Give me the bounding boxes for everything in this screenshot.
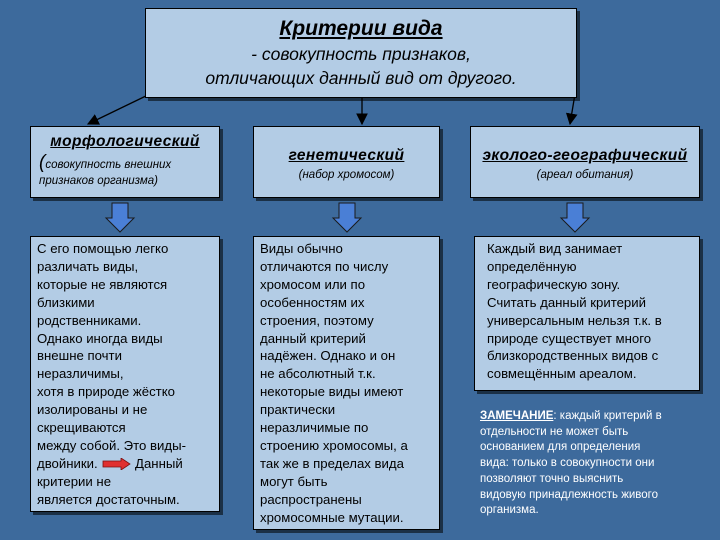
criterion-morphological	[30, 126, 220, 198]
criterion-note-line1: совокупность внешних	[45, 159, 172, 171]
arrow-to-eco-geographic	[570, 94, 575, 124]
desc-line: совмещённым ареалом.	[487, 366, 637, 382]
criterion-eco-geographic	[470, 126, 700, 198]
description-morphological	[30, 236, 220, 512]
desc-line: распространены	[260, 491, 362, 507]
remark-line: : каждый критерий в	[553, 410, 662, 422]
description-genetic	[253, 236, 440, 530]
desc-line: Однако иногда виды	[37, 330, 163, 346]
criterion-note: (набор хромосом)	[298, 169, 395, 181]
desc-line: Считать данный критерий	[487, 294, 646, 310]
desc-line: строения, поэтому	[260, 312, 374, 328]
desc-line: особенностям их	[260, 294, 365, 310]
desc-line: отличаются по числу	[260, 258, 389, 274]
remark-line: организма.	[480, 504, 539, 517]
remark-line: отдельности не может быть	[480, 425, 629, 438]
criterion-note-paren: (	[39, 152, 46, 173]
criterion-name: эколого-географический	[482, 147, 688, 164]
down-arrow-2	[333, 203, 361, 232]
desc-line: некоторые виды имеют	[260, 384, 404, 400]
criterion-note-line2: признаков организма)	[39, 175, 158, 187]
desc-line: хромосом или по	[260, 276, 366, 292]
desc-line: определённую	[487, 258, 577, 274]
title-definition-line1: - совокупность признаков,	[251, 44, 471, 64]
desc-line: природе существует много	[487, 330, 652, 346]
down-arrow-1	[106, 203, 134, 232]
criterion-name: генетический	[288, 147, 405, 164]
desc-line: является достаточным.	[37, 491, 180, 507]
criterion-note: (ареал обитания)	[536, 169, 634, 181]
remark-line: видовую принадлежность живого	[480, 488, 659, 501]
desc-line: Виды обычно	[260, 241, 343, 256]
desc-line: данный критерий	[260, 330, 366, 346]
desc-line: неразличимые по	[260, 420, 369, 436]
desc-line: хотя в природе жёстко	[37, 384, 175, 400]
desc-line: между собой. Это виды-	[37, 437, 186, 453]
desc-line: так же в пределах вида	[260, 455, 404, 471]
desc-line: универсальным нельзя т.к. в	[487, 312, 662, 328]
desc-line: могут быть	[260, 473, 328, 489]
criterion-name: морфологический	[50, 133, 200, 150]
down-arrow-3	[561, 203, 589, 232]
desc-line: географическую зону.	[487, 276, 621, 292]
desc-line: Данный	[135, 455, 183, 471]
desc-line: хромосомные мутации.	[260, 509, 404, 525]
arrow-to-morphological	[88, 94, 150, 124]
desc-line-with-arrow	[37, 455, 215, 473]
desc-line: внешне почти	[37, 348, 122, 364]
desc-line: критерии не	[37, 473, 112, 489]
page-title: Критерии вида	[279, 17, 443, 40]
desc-line: родственниками.	[37, 312, 142, 328]
remark-note	[480, 409, 708, 519]
desc-line: скрещиваются	[37, 420, 126, 436]
desc-line: С его помощью легко	[37, 241, 169, 256]
desc-line: неразличимы,	[37, 366, 124, 382]
title-box	[145, 8, 577, 98]
desc-line: двойники.	[37, 455, 98, 471]
desc-line: изолированы и не	[37, 402, 148, 418]
desc-line: которые не являются	[37, 276, 168, 292]
desc-line: не абсолютный т.к.	[260, 366, 376, 382]
desc-line: строению хромосомы, а	[260, 437, 408, 453]
remark-line: позволяют точно выяснить	[480, 472, 624, 485]
remark-line: основанием для определения	[480, 441, 641, 454]
desc-line: различать виды,	[37, 258, 139, 274]
desc-line: близкими	[37, 294, 95, 310]
desc-line: надёжен. Однако и он	[260, 348, 396, 364]
criterion-genetic	[253, 126, 440, 198]
remark-line: вида: только в совокупности они	[480, 457, 655, 470]
desc-line: близкородственных видов с	[487, 348, 659, 364]
right-arrow-icon	[101, 458, 131, 470]
title-definition-line2: отличающих данный вид от другого.	[205, 68, 517, 88]
desc-line: Каждый вид занимает	[487, 241, 623, 256]
remark-heading: ЗАМЕЧАНИЕ	[480, 410, 554, 422]
desc-line: практически	[260, 402, 336, 418]
description-eco-geographic	[474, 236, 700, 391]
